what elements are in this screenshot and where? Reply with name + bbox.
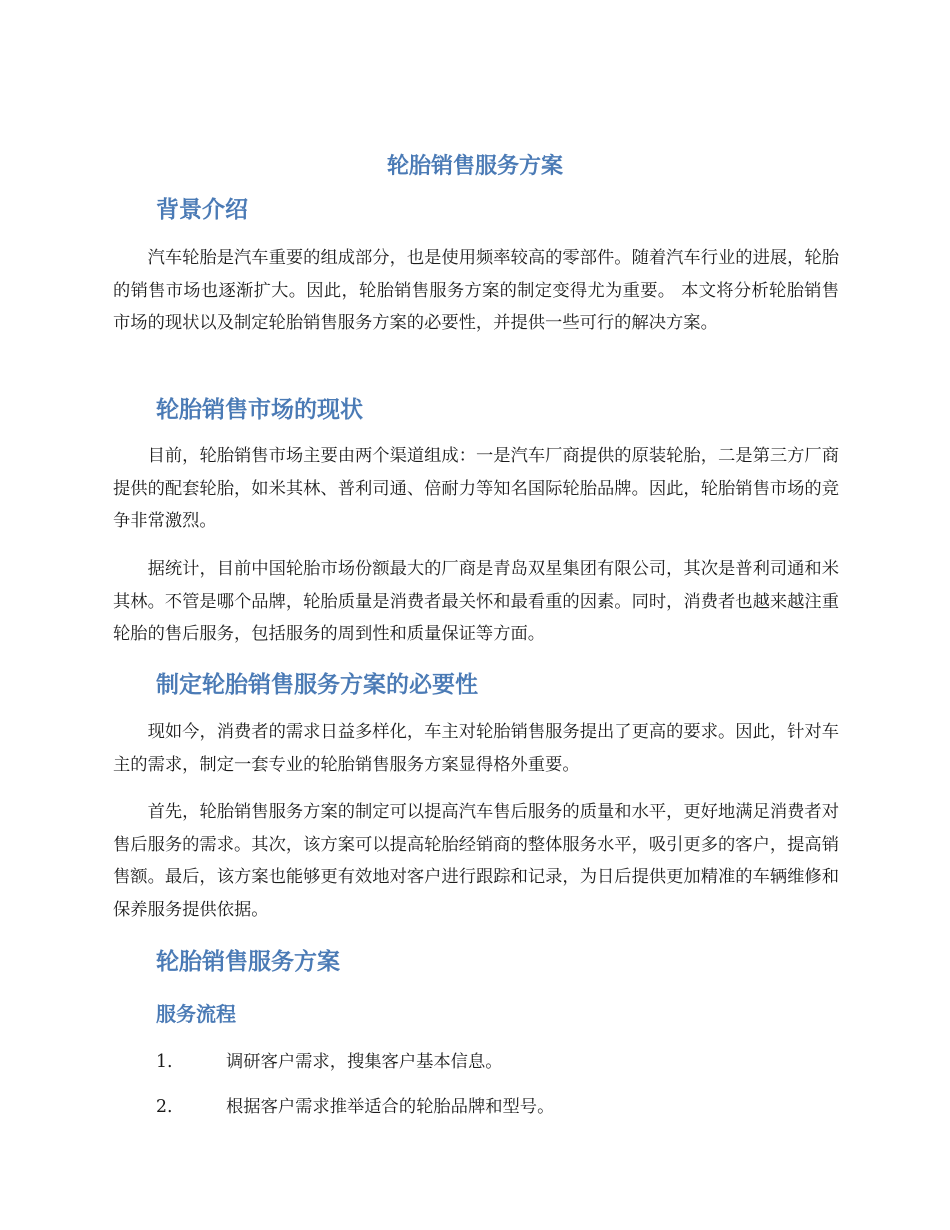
- paragraph-background-1: 汽车轮胎是汽车重要的组成部分，也是使用频率较高的零部件。随着汽车行业的进展，轮胎的销售市场也逐渐扩大。因此，轮胎销售服务方案的制定变得尤为重要。 本文将分析轮胎销售市场的现状以及制定轮胎销售服务方案的必要性，并提供一些可行的解决方案。: [113, 248, 839, 333]
- list-item-number: 2.: [156, 1097, 173, 1117]
- list-item: [156, 1092, 846, 1122]
- list-item-text: 调研客户需求，搜集客户基本信息。: [226, 1052, 503, 1072]
- paragraph-necessity-2: 首先，轮胎销售服务方案的制定可以提高汽车售后服务的质量和水平，更好地满足消费者对售后服务的需求。其次，该方案可以提高轮胎经销商的整体服务水平，吸引更多的客户，提高销售额。最后，该方案也能够更有效地对客户进行跟踪和记录，为日后提供更加精准的车辆维修和保养服务提供依据。: [113, 802, 839, 920]
- list-item: [156, 1047, 846, 1077]
- paragraph-market-2: 据统计，目前中国轮胎市场份额最大的厂商是青岛双星集团有限公司，其次是普利司通和米其林。不管是哪个品牌，轮胎质量是消费者最关怀和最看重的因素。同时，消费者也越来越注重轮胎的售后服务，包括服务的周到性和质量保证等方面。: [113, 559, 839, 644]
- heading-market: 轮胎销售市场的现状: [156, 397, 363, 423]
- paragraph-market-1: 目前，轮胎销售市场主要由两个渠道组成：一是汽车厂商提供的原装轮胎，二是第三方厂商提供的配套轮胎，如米其林、普利司通、倍耐力等知名国际轮胎品牌。因此，轮胎销售市场的竞争非常激烈。: [113, 446, 839, 531]
- heading-plan: 轮胎销售服务方案: [156, 949, 340, 975]
- subheading-service-process: 服务流程: [156, 1002, 236, 1026]
- document-title: 轮胎销售服务方案: [386, 154, 563, 179]
- heading-background: 背景介绍: [156, 197, 248, 223]
- heading-necessity: 制定轮胎销售服务方案的必要性: [156, 672, 478, 698]
- paragraph-necessity-1: 现如今，消费者的需求日益多样化，车主对轮胎销售服务提出了更高的要求。因此，针对车主的需求，制定一套专业的轮胎销售服务方案显得格外重要。: [113, 722, 839, 775]
- list-item-number: 1.: [156, 1052, 173, 1072]
- list-item-text: 根据客户需求推举适合的轮胎品牌和型号。: [226, 1097, 555, 1117]
